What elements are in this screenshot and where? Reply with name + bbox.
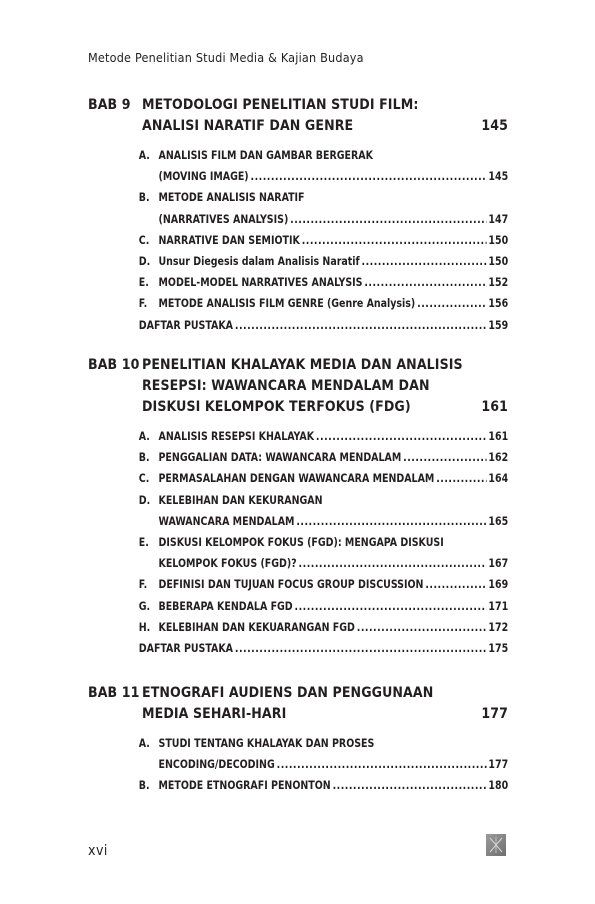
entry-page-number: 171: [488, 599, 509, 613]
toc-entry: [88, 596, 508, 617]
entry-text: [139, 638, 508, 659]
entry-text: [159, 468, 509, 489]
chapter-title: [142, 95, 508, 137]
entry-line-text: KELOMPOK FOKUS (FGD)?: [158, 557, 297, 571]
entry-line-text: DAFTAR PUSTAKA: [138, 642, 233, 656]
toc-entry: [88, 447, 508, 468]
entry-line-text: NARRATIVE DAN SEMIOTIK: [158, 233, 300, 247]
entry-letter: E.: [138, 276, 149, 290]
entry-line: [139, 315, 508, 336]
entry-line-text: DEFINISI DAN TUJUAN FOCUS GROUP DISCUSSION: [158, 578, 424, 592]
dot-leader: [403, 447, 486, 468]
entry-letter: D.: [138, 255, 151, 269]
dot-leader: [277, 754, 487, 775]
entry-letter: B.: [138, 779, 150, 793]
dot-leader: [333, 775, 487, 796]
entry-line: [159, 447, 509, 468]
dot-leader: [425, 574, 486, 595]
toc-entry-list: [88, 426, 508, 659]
chapter-title-line: RESEPSI: WAWANCARA MENDALAM DAN: [142, 378, 430, 394]
chapter-number: BAB 10: [88, 357, 140, 373]
entry-line-text: WAWANCARA MENDALAM: [158, 514, 295, 528]
toc-entry: [88, 468, 508, 489]
entry-text: [159, 490, 509, 532]
bibliography-entry: [88, 315, 508, 336]
entry-text: [159, 293, 509, 314]
entry-page-number: 150: [488, 255, 509, 269]
toc-entry-list: [88, 733, 508, 797]
chapter-title-line: METODOLOGI PENELITIAN STUDI FILM:: [142, 97, 419, 113]
entry-page-number: 175: [488, 642, 509, 656]
entry-letter: A.: [138, 149, 150, 162]
entry-line: [139, 638, 508, 659]
toc-entry: [88, 733, 508, 775]
dot-leader: [302, 230, 487, 251]
chapter-title-line: DISKUSI KELOMPOK TERFOKUS (FDG): [142, 399, 411, 415]
dot-leader: [299, 553, 487, 574]
entry-letter: F.: [138, 578, 148, 592]
dot-leader: [235, 315, 487, 336]
entry-line-text: BEBERAPA KENDALA FGD: [158, 599, 293, 613]
toc-entry: [88, 617, 508, 638]
dot-leader: [316, 426, 487, 447]
entry-letter: E.: [138, 536, 149, 550]
running-header: Metode Penelitian Studi Media & Kajian Budaya: [88, 50, 364, 65]
publisher-logo-icon: [486, 834, 506, 856]
entry-page-number: 161: [488, 430, 509, 443]
entry-line-text: (MOVING IMAGE): [158, 170, 249, 184]
chapter-page-number: 145: [481, 118, 508, 134]
toc-entry-list: [88, 145, 508, 336]
toc-entry: [88, 272, 508, 293]
dot-leader: [251, 166, 487, 187]
entry-page-number: 162: [488, 451, 509, 465]
entry-page-number: 165: [488, 514, 509, 528]
entry-line: [159, 272, 509, 293]
entry-page-number: 156: [488, 297, 509, 311]
entry-letter: A.: [138, 430, 150, 443]
entry-line: [159, 553, 509, 574]
entry-letter: H.: [138, 620, 151, 634]
entry-line-text: KELEBIHAN DAN KEKUARANGAN FGD: [158, 620, 355, 634]
entry-line-text: PENGGALIAN DATA: WAWANCARA MENDALAM: [158, 451, 402, 465]
entry-page-number: 150: [488, 233, 509, 247]
entry-letter: B.: [138, 191, 150, 205]
entry-line-text: DAFTAR PUSTAKA: [138, 318, 233, 332]
entry-line: [159, 617, 509, 638]
entry-text: [159, 596, 509, 617]
entry-page-number: 145: [488, 170, 509, 184]
chapter-section: [88, 355, 508, 659]
entry-page-number: 167: [488, 557, 509, 571]
toc-entry: [88, 230, 508, 251]
entry-line: [159, 166, 509, 187]
entry-text: [159, 617, 509, 638]
entry-letter: G.: [138, 599, 151, 613]
entry-line: DISKUSI KELOMPOK FOKUS (FGD): MENGAPA DISKUSI: [158, 536, 444, 550]
chapter-title: [142, 683, 508, 725]
entry-line: [159, 230, 509, 251]
entry-page-number: 159: [488, 318, 509, 332]
entry-letter: C.: [138, 233, 150, 247]
entry-line-text: ENCODING/DECODING: [158, 758, 275, 772]
entry-line: [159, 574, 509, 595]
dot-leader: [296, 511, 486, 532]
entry-line: [159, 596, 509, 617]
entry-line: [159, 511, 509, 532]
entry-letter: D.: [138, 493, 151, 507]
chapter-number: BAB 11: [88, 685, 140, 701]
toc-entry: [88, 574, 508, 595]
dot-leader: [295, 596, 487, 617]
entry-line-text: METODE ETNOGRAFI PENONTON: [158, 779, 331, 793]
entry-text: [159, 574, 509, 595]
dot-leader: [235, 638, 487, 659]
dot-leader: [364, 272, 486, 293]
entry-text: [159, 532, 509, 574]
entry-line-text: (NARRATIVES ANALYSIS): [158, 212, 289, 226]
toc-entry: [88, 187, 508, 229]
chapter-heading: [88, 95, 508, 137]
entry-page-number: 164: [488, 472, 509, 486]
entry-line: [159, 775, 509, 796]
entry-line-text: ANALISIS RESEPSI KHALAYAK: [158, 430, 315, 443]
entry-line: [159, 293, 509, 314]
entry-line: KELEBIHAN DAN KEKURANGAN: [158, 493, 323, 507]
entry-line-text: PERMASALAHAN DENGAN WAWANCARA MENDALAM: [158, 472, 435, 486]
entry-text: [159, 426, 509, 447]
entry-text: [139, 315, 508, 336]
chapter-page-number: 161: [481, 399, 508, 415]
page-folio: xvi: [88, 843, 108, 859]
entry-line: [159, 426, 509, 447]
entry-page-number: 172: [488, 620, 509, 634]
entry-line: [159, 754, 509, 775]
entry-line-text: MODEL-MODEL NARRATIVES ANALYSIS: [158, 276, 363, 290]
entry-text: [159, 251, 509, 272]
chapter-section: [88, 683, 508, 797]
entry-line: [159, 251, 509, 272]
entry-page-number: 169: [488, 578, 509, 592]
entry-page-number: 177: [488, 758, 509, 772]
chapter-title-line: MEDIA SEHARI-HARI: [142, 706, 287, 722]
chapter-heading: [88, 355, 508, 418]
entry-text: [159, 272, 509, 293]
entry-line: METODE ANALISIS NARATIF: [158, 191, 305, 205]
toc-entry: [88, 775, 508, 796]
chapter-number: BAB 9: [88, 97, 131, 113]
entry-letter: F.: [138, 297, 148, 311]
entry-line-text: METODE ANALISIS FILM GENRE (Genre Analysis): [158, 297, 416, 311]
entry-text: [159, 230, 509, 251]
dot-leader: [357, 617, 487, 638]
entry-line: [159, 209, 509, 230]
entry-page-number: 180: [488, 779, 509, 793]
dot-leader: [290, 209, 486, 230]
toc-entry: [88, 532, 508, 574]
chapter-page-number: 177: [481, 706, 508, 722]
entry-text: [159, 145, 509, 187]
entry-line: STUDI TENTANG KHALAYAK DAN PROSES: [158, 737, 375, 750]
entry-line: ANALISIS FILM DAN GAMBAR BERGERAK: [158, 149, 373, 162]
chapter-heading: [88, 683, 508, 725]
entry-page-number: 152: [488, 276, 509, 290]
entry-text: [159, 447, 509, 468]
entry-text: [159, 187, 509, 229]
chapter-title-line: ETNOGRAFI AUDIENS DAN PENGGUNAAN: [142, 685, 434, 701]
entry-text: [159, 775, 509, 796]
entry-letter: A.: [138, 737, 150, 750]
dot-leader: [436, 468, 486, 489]
toc-entry: [88, 426, 508, 447]
entry-text: [159, 733, 509, 775]
entry-page-number: 147: [488, 212, 509, 226]
chapter-title-line: ANALISI NARATIF DAN GENRE: [142, 118, 354, 134]
dot-leader: [362, 251, 487, 272]
toc-entry: [88, 293, 508, 314]
dot-leader: [417, 293, 486, 314]
chapter-title-line: PENELITIAN KHALAYAK MEDIA DAN ANALISIS: [142, 357, 463, 373]
toc-entry: [88, 145, 508, 187]
entry-letter: B.: [138, 451, 150, 465]
entry-line: [159, 468, 509, 489]
bibliography-entry: [88, 638, 508, 659]
entry-line-text: Unsur Diegesis dalam Analisis Naratif: [158, 255, 360, 269]
toc-entry: [88, 490, 508, 532]
chapter-section: [88, 95, 508, 336]
entry-letter: C.: [138, 472, 150, 486]
toc-entry: [88, 251, 508, 272]
chapter-title: [142, 355, 508, 418]
